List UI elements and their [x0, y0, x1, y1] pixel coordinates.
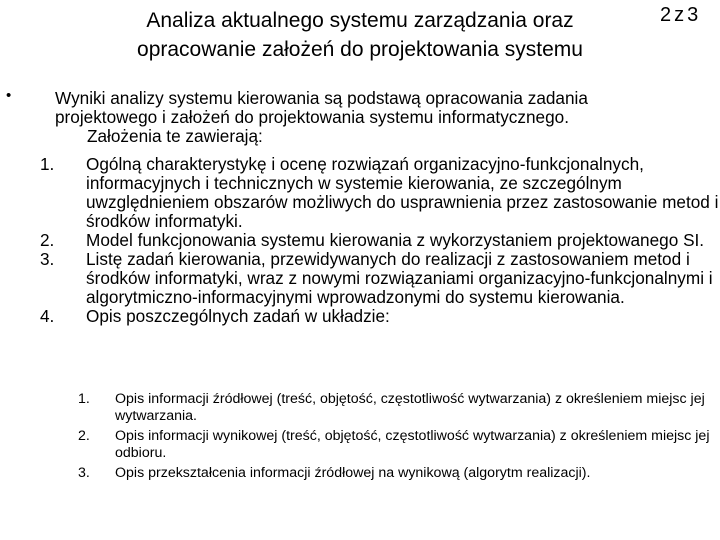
list-item-number: 1. [40, 154, 55, 174]
list-item-number: 2. [40, 230, 55, 250]
list-item-text: Listę zadań kierowania, przewidywanych do realizacji z zastosowaniem metod i środków informatyki, wraz z nowymi rozwiązaniami organizacyjno-funkcjonalnymi i algorytmiczno-informacyjnymi wprowadzonymi do systemu kierowania. [86, 249, 713, 307]
list-item [40, 231, 720, 250]
list-item-number: 3. [40, 249, 55, 269]
list-item [40, 155, 720, 231]
bullet-marker: • [6, 87, 12, 104]
main-list [40, 155, 720, 326]
list-item [40, 307, 720, 326]
title-line-2: opracowanie założeń do projektowania systemu [137, 38, 583, 61]
sub-list-item-number: 3. [78, 465, 90, 481]
slide-title [60, 6, 660, 64]
list-item [40, 250, 720, 307]
intro-line-1: Wyniki analizy systemu kierowania są podstawą opracowania zadania [55, 88, 588, 108]
sub-list-item-number: 2. [78, 428, 90, 444]
list-item-text: Ogólną charakterystykę i ocenę rozwiązań organizacyjno-funkcjonalnych, informacyjnych i technicznych w systemie kierowania, ze szczególnym uwzględnieniem obszarów możliwych do usprawnienia przez zastosowanie metod i środków informatyki. [86, 154, 719, 231]
sub-list-item-text: Opis informacji wynikowej (treść, objętość, częstotliwość wytwarzania) z określeniem miejsc jej odbioru. [115, 428, 710, 461]
sub-list-item [78, 428, 718, 462]
intro-paragraph [55, 89, 715, 146]
list-item-text: Model funkcjonowania systemu kierowania z wykorzystaniem projektowanego SI. [86, 230, 705, 250]
sub-list-item [78, 465, 718, 482]
intro-line-2: projektowego i założeń do projektowania systemu informatycznego. [55, 107, 569, 127]
sub-list-item-text: Opis przekształcenia informacji źródłowej na wynikową (algorytm realizacji). [115, 465, 591, 481]
sub-list-item [78, 391, 718, 425]
sub-list [78, 391, 718, 485]
page-number: 2z3 [660, 4, 702, 26]
list-item-number: 4. [40, 306, 55, 326]
list-item-text: Opis poszczególnych zadań w układzie: [86, 306, 390, 326]
title-line-1: Analiza aktualnego systemu zarządzania oraz [146, 9, 574, 32]
sub-list-item-text: Opis informacji źródłowej (treść, objętość, częstotliwość wytwarzania) z określeniem miejsc jej wytwarzania. [115, 391, 705, 424]
intro-line-3: Założenia te zawierają: [87, 126, 263, 146]
sub-list-item-number: 1. [78, 391, 90, 407]
